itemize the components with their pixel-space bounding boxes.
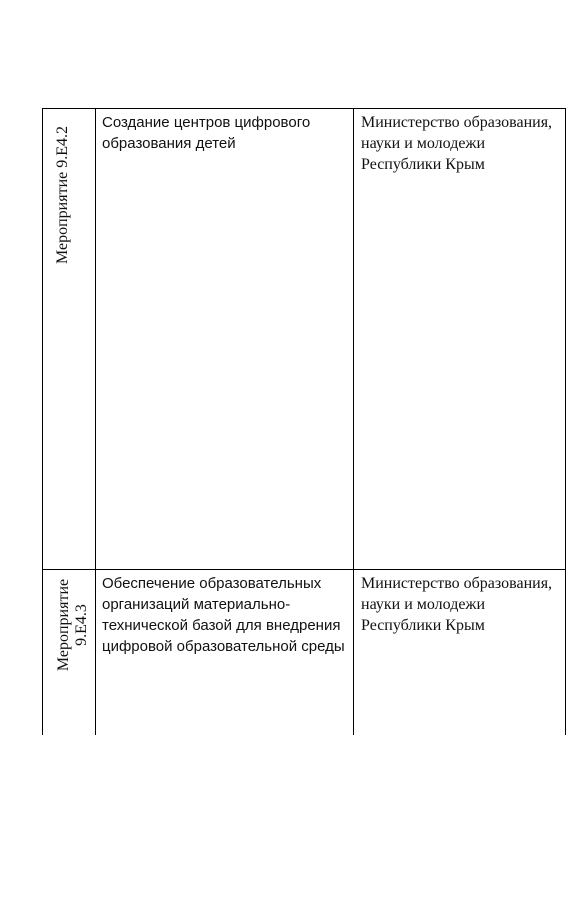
table-row [42,108,566,569]
measure-label-cell [42,569,95,735]
measure-description: Создание центров цифрового образования детей [102,114,311,152]
measure-description: Обеспечение образовательных организаций материально-технической базой для внедрения цифровой образовательной среды [102,575,345,655]
measure-label: Мероприятие 9.Е4.2 [54,125,71,265]
measure-label: Мероприятие 9.Е4.3 [55,578,90,672]
measures-table [42,108,566,735]
responsible-executor: Министерство образования, науки и молодежи Республики Крым [361,575,553,634]
measure-label-cell [42,108,95,569]
responsible-executor: Министерство образования, науки и молодежи Республики Крым [361,114,553,173]
table-row [42,569,566,735]
